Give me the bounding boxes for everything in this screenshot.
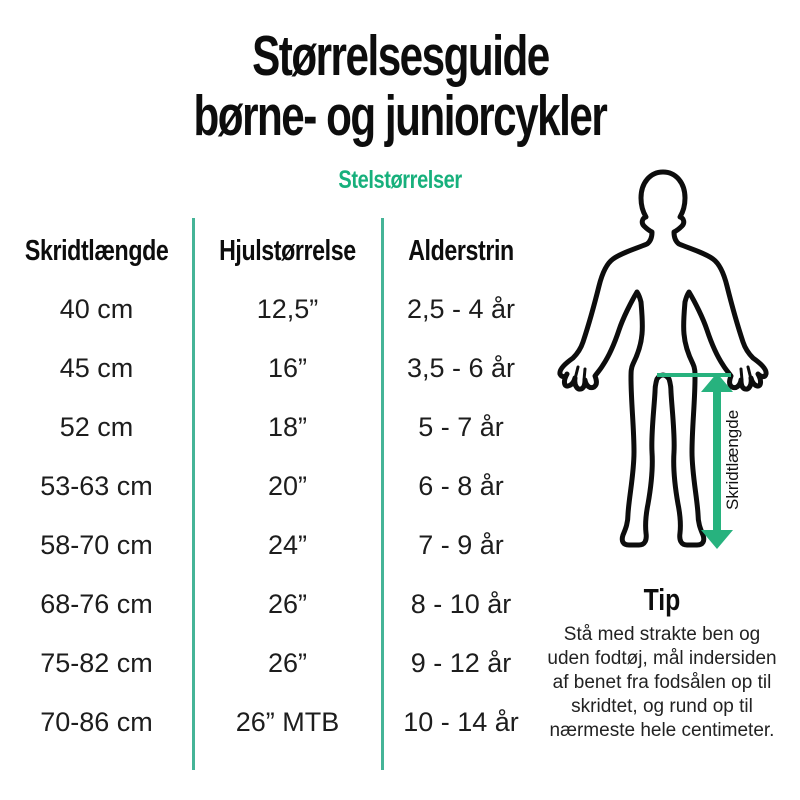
page-title-line2: børne- og juniorcykler [193,84,607,148]
cell-alderstrin: 5 - 7 år [418,412,504,442]
cell-hjulstoerrelse: 18” [267,412,308,442]
cell-hjulstoerrelse: 16” [267,353,308,383]
cell-skridtlaengde: 75-82 cm [40,648,153,678]
cell-alderstrin: 8 - 10 år [410,589,512,619]
size-table [0,222,540,752]
table-row [0,516,540,575]
cell-hjulstoerrelse: 24” [267,530,308,560]
tip-heading: Tip [643,582,681,617]
table-row [0,457,540,516]
cell-skridtlaengde: 70-86 cm [40,707,153,737]
skridtlaengde-label: Skridtlængde [723,409,742,511]
cell-alderstrin: 2,5 - 4 år [406,294,516,324]
cell-alderstrin: 3,5 - 6 år [406,353,516,383]
cell-alderstrin: 7 - 9 år [418,530,504,560]
cell-alderstrin: 10 - 14 år [403,707,519,737]
table-row [0,693,540,752]
cell-skridtlaengde: 52 cm [59,412,134,442]
cell-hjulstoerrelse: 26” MTB [235,707,340,737]
cell-skridtlaengde: 45 cm [59,353,134,383]
measurement-figure [545,162,780,567]
table-row [0,280,540,339]
cell-alderstrin: 6 - 8 år [418,471,504,501]
table-row [0,339,540,398]
cell-skridtlaengde: 53-63 cm [40,471,153,501]
cell-skridtlaengde: 68-76 cm [40,589,153,619]
header-skridtlaengde: Skridtlængde [24,234,169,267]
cell-hjulstoerrelse: 12,5” [256,294,319,324]
table-row [0,634,540,693]
header-hjulstoerrelse: Hjulstørrelse [219,234,356,267]
page-title-line1: Størrelsesguide [251,24,549,88]
table-header-row [0,222,540,280]
cell-hjulstoerrelse: 20” [267,471,308,501]
cell-skridtlaengde: 40 cm [59,294,134,324]
header-alderstrin: Alderstrin [408,234,514,267]
tip-section [542,582,782,743]
page-title [0,26,800,146]
body-outline-figure [545,162,780,567]
cell-alderstrin: 9 - 12 år [410,648,512,678]
table-row [0,575,540,634]
tip-body: Stå med strakte ben og uden fodtøj, mål indersiden af benet fra fodsålen op til skridtet, og rund op til nærmeste hele centimeter. [547,624,777,741]
table-row [0,398,540,457]
cell-hjulstoerrelse: 26” [267,648,308,678]
subtitle: Stelstørrelser [338,166,462,194]
cell-skridtlaengde: 58-70 cm [40,530,153,560]
cell-hjulstoerrelse: 26” [267,589,308,619]
